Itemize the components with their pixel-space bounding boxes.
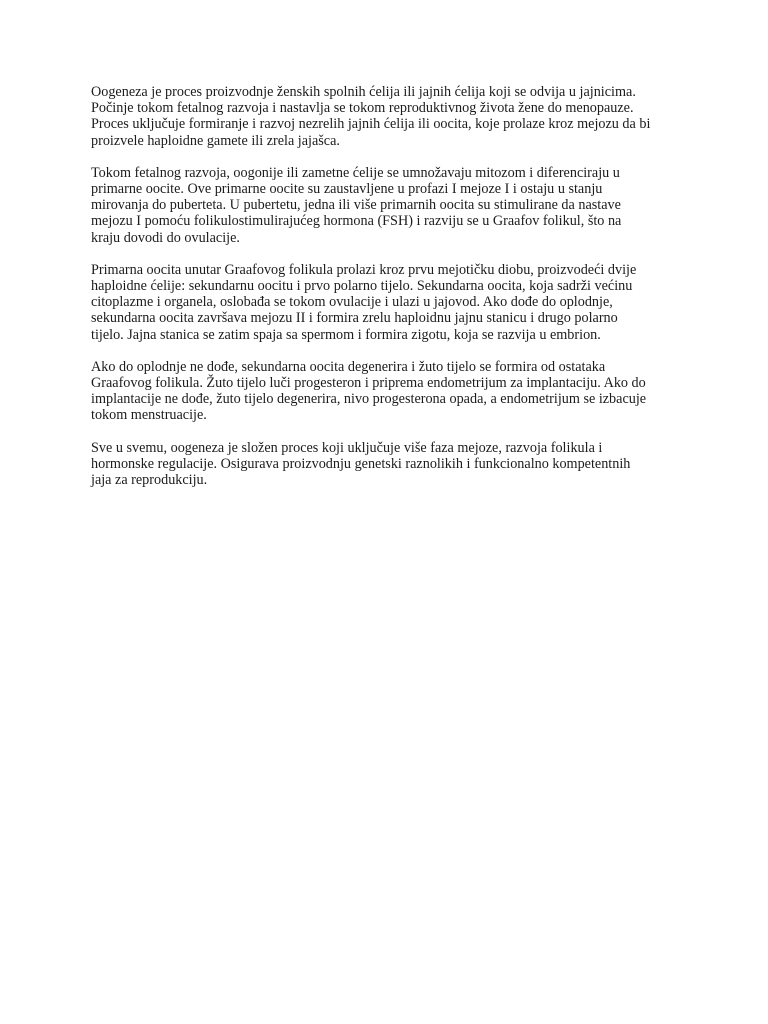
- paragraph-2: [91, 165, 691, 246]
- text-line: mejozu I pomoću folikulostimulirajućeg hormona (FSH) i razviju se u Graafov folikul, što na: [91, 213, 622, 230]
- text-line: Sve u svemu, oogeneza je složen proces koji uključuje više faza mejoze, razvoja folikula i: [91, 439, 603, 456]
- text-line: implantacije ne dođe, žuto tijelo degenerira, nivo progesterona opada, a endometrijum se izbacuje: [91, 391, 647, 408]
- text-line: sekundarna oocita završava mejozu II i formira zrelu haploidnu jajnu stanicu i drugo polarno: [91, 310, 618, 327]
- paragraph-5: [91, 440, 691, 489]
- text-line: primarne oocite. Ove primarne oocite su zaustavljene u profazi I mejoze I i ostaju u stanju: [91, 181, 603, 198]
- text-line: Tokom fetalnog razvoja, oogonije ili zametne ćelije se umnožavaju mitozom i diferenciraju u: [91, 164, 620, 181]
- paragraph-1: [91, 84, 691, 149]
- text-line: tijelo. Jajna stanica se zatim spaja sa spermom i formira zigotu, koja se razvija u embrion.: [91, 326, 601, 343]
- text-line: Počinje tokom fetalnog razvoja i nastavlja se tokom reproduktivnog života žene do menopauze.: [91, 100, 634, 117]
- paragraph-4: [91, 359, 691, 424]
- text-line: Oogeneza je proces proizvodnje ženskih spolnih ćelija ili jajnih ćelija koji se odvija u jajnicima.: [91, 84, 636, 100]
- text-line: kraju dovodi do ovulacije.: [91, 229, 240, 246]
- document-body: [91, 84, 691, 504]
- text-line: Proces uključuje formiranje i razvoj nezrelih jajnih ćelija ili oocita, koje prolaze kroz mejozu da bi: [91, 116, 651, 133]
- text-line: Ako do oplodnje ne dođe, sekundarna oocita degenerira i žuto tijelo se formira od ostataka: [91, 358, 606, 375]
- text-line: Primarna oocita unutar Graafovog folikula prolazi kroz prvu mejotičku diobu, proizvodeći dvije: [91, 261, 637, 278]
- paragraph-3: [91, 262, 691, 343]
- text-line: citoplazme i organela, oslobađa se tokom ovulacije i ulazi u jajovod. Ako dođe do oplodnje,: [91, 294, 613, 311]
- text-line: Graafovog folikula. Žuto tijelo luči progesteron i priprema endometrijum za implantaciju. Ako do: [91, 375, 646, 392]
- text-line: haploidne ćelije: sekundarnu oocitu i prvo polarno tijelo. Sekundarna oocita, koja sadrži većinu: [91, 278, 633, 295]
- text-line: hormonske regulacije. Osigurava proizvodnju genetski raznolikih i funkcionalno kompetentnih: [91, 455, 631, 472]
- text-line: tokom menstruacije.: [91, 407, 207, 424]
- text-line: jaja za reprodukciju.: [91, 472, 208, 489]
- text-line: mirovanja do puberteta. U pubertetu, jedna ili više primarnih oocita su stimulirane da nastave: [91, 197, 621, 214]
- text-line: proizvele haploidne gamete ili zrela jajašca.: [91, 132, 340, 149]
